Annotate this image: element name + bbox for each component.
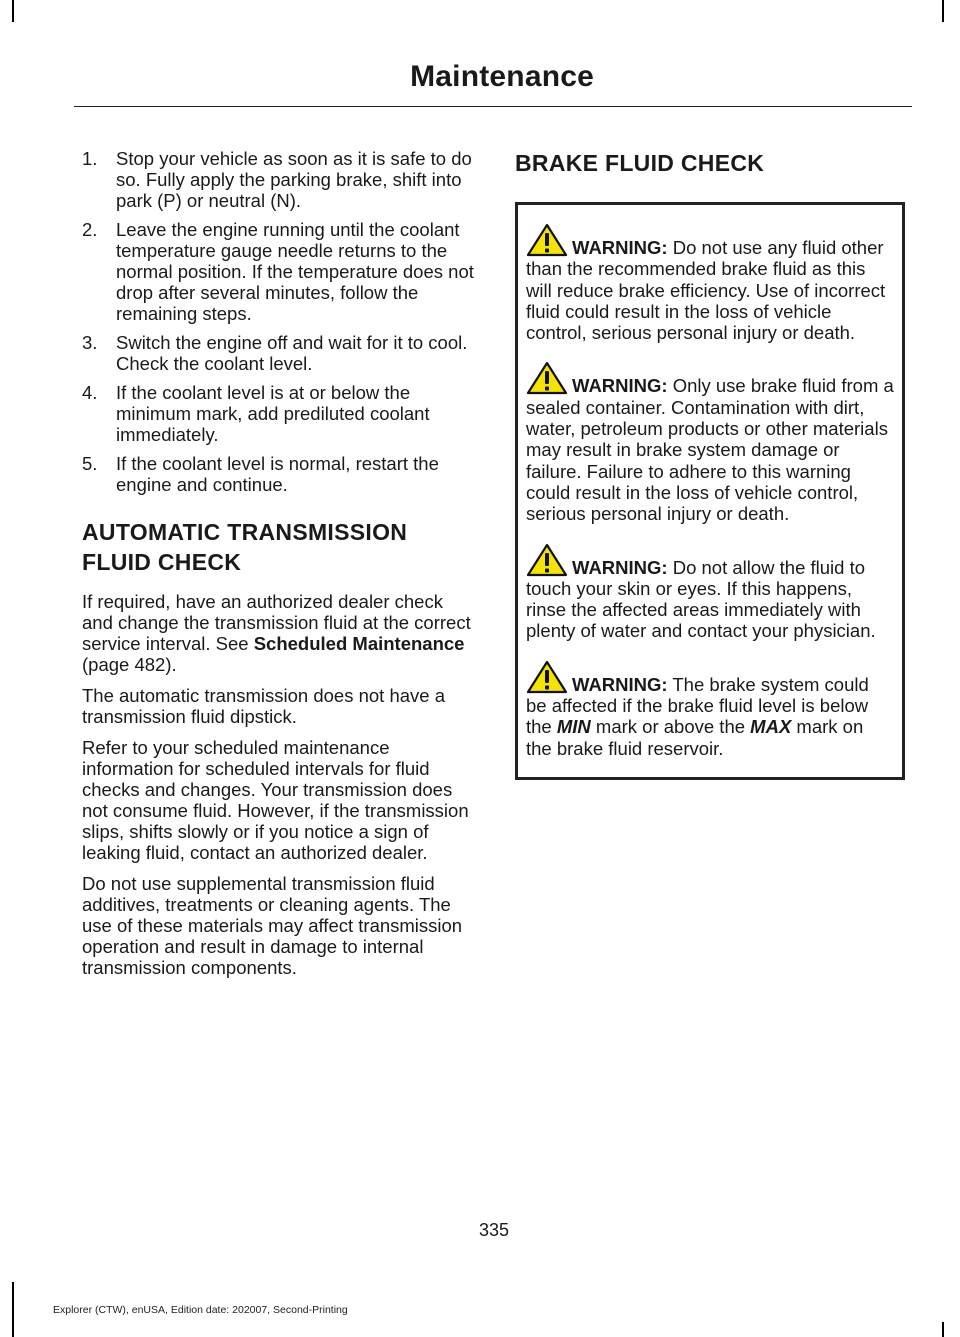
warning-text: mark on the brake fluid reservoir. — [526, 716, 864, 759]
crop-mark-top-left — [12, 0, 14, 22]
list-item — [82, 453, 476, 495]
warning-1 — [526, 223, 894, 343]
step-text: Switch the engine off and wait for it to cool. Check the coolant level. — [116, 332, 468, 374]
warning-label: WARNING: — [572, 556, 668, 578]
warning-label: WARNING: — [572, 237, 668, 258]
step-number: 1. — [82, 148, 98, 169]
warning-triangle-icon — [526, 660, 568, 694]
warning-2 — [526, 361, 894, 524]
coolant-steps-list — [82, 148, 476, 495]
transmission-paragraph-4: Do not use supplemental transmission fluid additives, treatments or cleaning agents. The use of these materials may affect transmission operation and result in damage to internal transmission components. — [82, 873, 463, 978]
step-text: Stop your vehicle as soon as it is safe to do so. Fully apply the parking brake, shift into park (P) or neutral (N). — [116, 148, 472, 211]
warning-triangle-icon — [526, 361, 568, 395]
transmission-heading-line2: FLUID CHECK — [82, 549, 242, 575]
step-number: 3. — [82, 332, 98, 353]
warning-text: Only use brake fluid from a sealed container. Contamination with dirt, water, petroleum products or other materials may result in brake system damage or failure. Failure to adhere to this warning could result in the loss of vehicle control, serious personal injury or death. — [526, 375, 894, 525]
list-item — [82, 148, 476, 211]
crop-mark-bottom-left — [12, 1282, 14, 1337]
step-text: Leave the engine running until the coolant temperature gauge needle returns to the normal position. If the temperature does not drop after several minutes, follow the remaining steps. — [116, 219, 474, 324]
warning-3 — [526, 543, 894, 642]
list-item — [82, 382, 476, 445]
warning-label: WARNING: — [572, 673, 668, 695]
list-item — [82, 219, 476, 324]
warning-4 — [526, 660, 894, 759]
transmission-heading-line1: AUTOMATIC TRANSMISSION — [82, 519, 408, 545]
brake-fluid-heading: BRAKE FLUID CHECK — [515, 150, 765, 176]
page-title: Maintenance — [410, 60, 594, 93]
right-column — [515, 148, 905, 780]
left-column — [82, 148, 476, 988]
warning-text: Do not use any fluid other than the recommended brake fluid as this will reduce brake efficiency. Use of incorrect fluid could result in the loss of vehicle control, serious personal injury or death. — [526, 237, 886, 344]
list-item — [82, 332, 476, 374]
crop-mark-top-right — [942, 0, 944, 22]
warning-triangle-icon — [526, 223, 568, 257]
step-text: If the coolant level is at or below the minimum mark, add prediluted coolant immediately. — [116, 382, 430, 445]
page-reference: (page 482). — [82, 654, 177, 675]
edition-footer: Explorer (CTW), enUSA, Edition date: 202007, Second-Printing — [53, 1304, 348, 1316]
crop-mark-bottom-right — [942, 1322, 944, 1337]
page-number: 335 — [478, 1220, 510, 1240]
scheduled-maintenance-link[interactable]: Scheduled Maintenance — [253, 633, 465, 654]
step-number: 4. — [82, 382, 98, 403]
step-number: 5. — [82, 453, 98, 474]
transmission-paragraph-3: Refer to your scheduled maintenance information for scheduled intervals for fluid checks and changes. Your transmission does not consume fluid. However, if the transmission slips, shifts slowly or if you notice a sign of leaking fluid, contact an authorized dealer. — [82, 737, 469, 863]
step-number: 2. — [82, 219, 98, 240]
paragraph-text: If required, have an authorized dealer check and change the transmission fluid at the correct service interval. See — [82, 591, 471, 654]
warning-label: WARNING: — [572, 375, 668, 397]
max-mark-label: MAX — [750, 716, 792, 738]
warning-text: The brake system could be affected if the brake fluid level is below the — [526, 673, 869, 738]
header-divider — [74, 106, 912, 107]
min-mark-label: MIN — [556, 716, 591, 738]
transmission-heading — [82, 517, 476, 577]
transmission-paragraph-2: The automatic transmission does not have a transmission fluid dipstick. — [82, 685, 445, 727]
warning-text: mark or above the — [590, 716, 751, 738]
warning-text: Do not allow the fluid to touch your skin or eyes. If this happens, rinse the affected areas immediately with plenty of water and contact your physician. — [526, 556, 876, 642]
warning-triangle-icon — [526, 543, 568, 577]
step-text: If the coolant level is normal, restart the engine and continue. — [116, 453, 439, 495]
transmission-paragraph-1 — [82, 591, 476, 675]
warning-box — [515, 202, 905, 780]
